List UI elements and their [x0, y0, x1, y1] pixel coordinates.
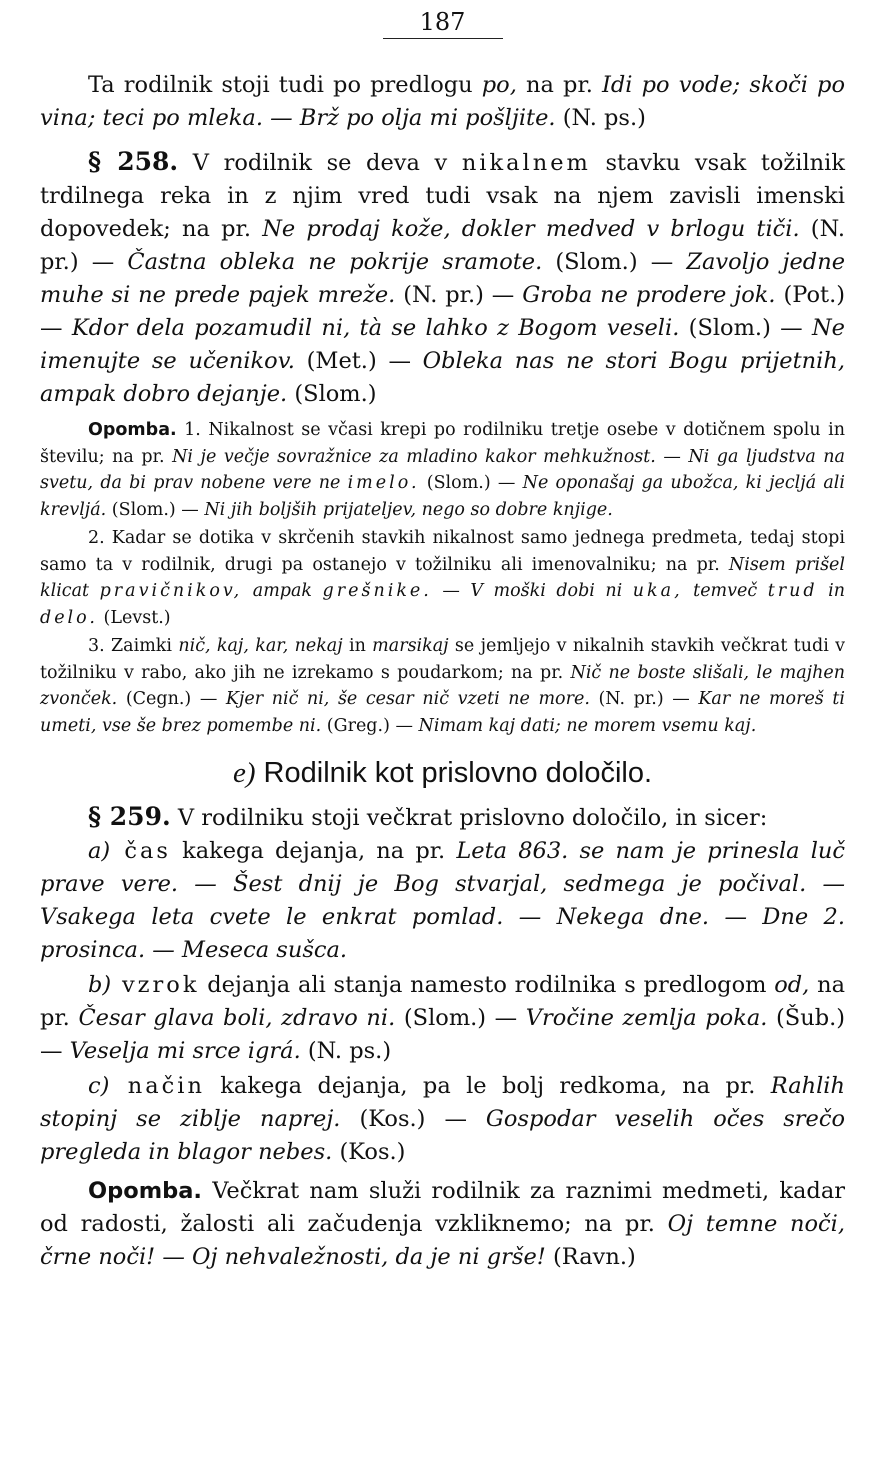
- text: —: [431, 581, 471, 601]
- source: (Cegn.) —: [117, 689, 226, 709]
- source: (N. ps.): [300, 1038, 392, 1064]
- example: Kar ne moreš ti umeti, vse še brez pomembe ni.: [40, 689, 845, 736]
- example: delo.: [40, 607, 98, 628]
- spaced-term: način: [109, 1073, 205, 1099]
- text: in: [342, 636, 373, 656]
- note-3: [40, 633, 845, 739]
- text: Ta rodilnik stoji tudi po predlogu: [88, 72, 482, 98]
- example: Kdor dela pozamudil ni, tà se lahko z Bogom veseli.: [71, 315, 680, 341]
- note-final: [40, 1175, 845, 1274]
- source: (Šub.) —: [40, 1005, 846, 1064]
- text: dejanja ali stanja namesto rodilnika s predlogom: [199, 972, 775, 998]
- example: grešnike.: [322, 581, 432, 601]
- note-2: [40, 525, 845, 631]
- example: temveč: [682, 581, 768, 601]
- page: [40, 0, 845, 1274]
- item-letter: b): [88, 972, 112, 998]
- text: kakega dejanja, pa le bolj redkoma, na pr.: [204, 1073, 771, 1099]
- source: (Kos.): [332, 1139, 406, 1165]
- item-letter: a): [88, 838, 111, 864]
- example: Nič ne boste slišali, le majhen zvonček.: [40, 662, 845, 709]
- text: V rodilnik se deva v: [178, 150, 462, 176]
- text: Večkrat nam služi rodilnik za raznimi medmeti, kadar od radosti, žalosti ali začudenja vzkliknemo; na pr.: [40, 1178, 845, 1237]
- item-b: [40, 969, 845, 1068]
- source: (N. pr.) —: [40, 216, 845, 275]
- spaced-term: čas: [110, 838, 171, 864]
- section-258: [40, 145, 845, 411]
- example: Oj temne noči, črne noči! — Oj nehvaležnosti, da je ni grše!: [40, 1211, 845, 1270]
- example: Veselja mi srce igrá.: [69, 1038, 301, 1064]
- section-heading: [40, 757, 845, 790]
- example: trud: [767, 581, 818, 601]
- example: ampak: [242, 581, 323, 601]
- section-number: § 258.: [88, 147, 179, 176]
- example: Gospodar veselih očes srečo pregleda in blagor nebes.: [40, 1106, 846, 1165]
- source: (Pot.) —: [40, 282, 845, 341]
- example: Nisem prišel klicat: [40, 554, 845, 601]
- example: Groba ne prodere jok.: [522, 282, 776, 308]
- example: Kjer nič ni, še cesar nič vzeti ne more.: [225, 689, 590, 709]
- source: (Kos.) —: [340, 1106, 486, 1132]
- example: in: [817, 581, 845, 601]
- section-259: [40, 800, 845, 835]
- example: Obleka nas ne stori Bogu prijetnih, ampak dobro dejanje.: [40, 348, 845, 407]
- example: Idi po vode; skoči po vina; teci po mleka. — Brž po olja mi pošljite.: [40, 72, 845, 131]
- source: (N. ps.): [555, 105, 646, 131]
- note-1: [40, 417, 845, 523]
- section-number: § 259.: [88, 802, 171, 831]
- text: na pr.: [40, 972, 845, 1031]
- header-rule: [383, 38, 503, 39]
- source: (Slom.) —: [419, 473, 523, 493]
- example: Leta 863. se nam je prinesla luč prave vere. — Šest dnij je Bog stvarjal, sedmega je počival. — Vsakega leta cvete le enkrat pomlad. — Nekega dne. — Dne 2. prosinca. — Meseca sušca.: [40, 838, 846, 963]
- source: (N. pr.) —: [589, 689, 699, 709]
- text: na pr.: [516, 72, 603, 98]
- example: Vročine zemlja poka.: [525, 1005, 768, 1031]
- example: imelo.: [347, 473, 420, 493]
- source: (Greg.) —: [321, 715, 419, 736]
- source: (Slom.) —: [106, 499, 205, 520]
- text: 3. Zaimki: [88, 636, 179, 656]
- item-a: [40, 835, 845, 967]
- source: (N. pr.) —: [395, 282, 523, 308]
- text: 2. Kadar se dotika v skrčenih stavkih nikalnost samo jednega predmeta, tedaj stopi samo ta v rodilnik, drugi pa ostanejo v tožilniku ali imenovalniku; na pr.: [40, 528, 845, 575]
- text: po,: [481, 72, 517, 98]
- source: (Slom.) —: [395, 1005, 526, 1031]
- paragraph-po: [40, 69, 845, 135]
- example: uka,: [632, 581, 683, 601]
- heading-letter: e): [232, 757, 256, 789]
- example: Ne imenujte se učenikov.: [40, 315, 845, 374]
- item-letter: c): [88, 1073, 110, 1099]
- example: nič, kaj, kar, nekaj: [178, 636, 343, 656]
- text: se jemljejo v nikalnih stavkih večkrat tudi v tožilniku v rabo, ako jih ne izrekamo s poudarkom; na pr.: [40, 636, 845, 683]
- example: Častna obleka ne pokrije sramote.: [127, 249, 543, 275]
- source: (Slom.) —: [679, 315, 812, 341]
- example: od,: [774, 972, 810, 998]
- spaced-term: vzrok: [111, 972, 200, 998]
- source: (Ravn.): [545, 1244, 636, 1270]
- example: Ne prodaj kože, dokler medved v brlogu tiči.: [262, 216, 800, 242]
- source: (Slom.): [287, 381, 377, 407]
- example: Ni jih boljših prijateljev, nego so dobre knjige.: [204, 499, 613, 520]
- text: 1. Nikalnost se včasi krepi po rodilniku tretje osebe v dotičnem spolu in številu; na pr.: [40, 420, 845, 467]
- example: V moški dobi ni: [470, 581, 633, 601]
- note-label: Opomba.: [88, 420, 177, 440]
- spaced-term: nikalnem: [461, 150, 591, 176]
- source: (Levst.): [97, 607, 171, 628]
- example: Česar glava boli, zdravo ni.: [78, 1005, 396, 1031]
- text: stavku vsak tožilnik trdilnega reka in z njim vred tudi vsak na njem zavisli imenski dopovedek; na pr.: [40, 150, 845, 242]
- example: Zavoljo jedne muhe si ne prede pajek mreže.: [40, 249, 846, 308]
- example: Ni je večje sovražnice za mladino kakor mehkužnost. — Ni ga ljudstva na svetu, da bi prav nobene vere ne: [40, 446, 845, 493]
- example: Ne oponašaj ga ubožca, ki jecljá ali krevljá.: [40, 473, 845, 520]
- item-c: [40, 1070, 845, 1169]
- source: (Slom.) —: [542, 249, 687, 275]
- source: (Met.) —: [294, 348, 423, 374]
- example: Rahlih stopinj se ziblje naprej.: [40, 1073, 845, 1132]
- example: pravičnikov,: [99, 581, 243, 601]
- example: Nimam kaj dati; ne morem vsemu kaj.: [418, 715, 757, 736]
- heading-text: Rodilnik kot prislovno določilo.: [255, 757, 653, 789]
- text: kakega dejanja, na pr.: [170, 838, 457, 864]
- example: marsikaj: [372, 636, 449, 656]
- page-number: 187: [419, 8, 466, 36]
- text: V rodilniku stoji večkrat prislovno določilo, in sicer:: [170, 805, 768, 831]
- note-label: Opomba.: [88, 1178, 202, 1204]
